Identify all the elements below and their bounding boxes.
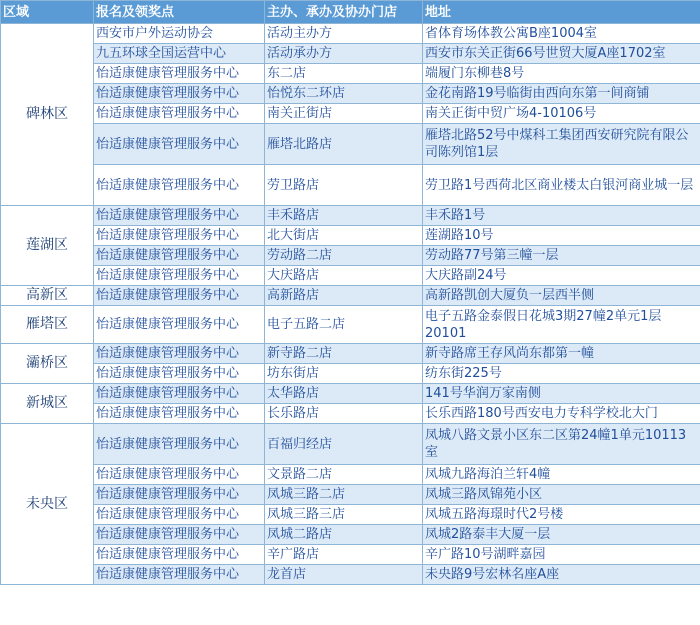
signup-point-cell: 怡适康健康管理服务中心 xyxy=(94,404,265,424)
store-cell: 东二店 xyxy=(265,64,423,84)
region-cell: 灞桥区 xyxy=(1,344,94,384)
address-cell: 辛广路10号湖畔嘉园 xyxy=(423,545,700,565)
signup-point-cell: 怡适康健康管理服务中心 xyxy=(94,165,265,206)
table-row xyxy=(1,364,700,384)
header-signup-point: 报名及领奖点 xyxy=(94,1,265,24)
signup-point-cell: 怡适康健康管理服务中心 xyxy=(94,246,265,266)
address-cell: 141号华润万家南侧 xyxy=(423,384,700,404)
region-cell: 雁塔区 xyxy=(1,306,94,344)
address-cell: 新寺路席王存风尚东都第一幢 xyxy=(423,344,700,364)
signup-point-cell: 怡适康健康管理服务中心 xyxy=(94,364,265,384)
address-cell: 高新路凯创大厦负一层西半侧 xyxy=(423,286,700,306)
store-cell: 雁塔北路店 xyxy=(265,124,423,165)
table-row xyxy=(1,344,700,364)
table-row xyxy=(1,84,700,104)
address-cell: 凤城八路文景小区东二区第24幢1单元10113室 xyxy=(423,424,700,465)
signup-point-cell: 怡适康健康管理服务中心 xyxy=(94,545,265,565)
store-cell: 大庆路店 xyxy=(265,266,423,286)
address-cell: 雁塔北路52号中煤科工集团西安研究院有限公司陈列馆1层 xyxy=(423,124,700,165)
store-cell: 新寺路二店 xyxy=(265,344,423,364)
address-cell: 凤城九路海泊兰轩4幢 xyxy=(423,465,700,485)
store-cell: 北大街店 xyxy=(265,226,423,246)
signup-point-cell: 怡适康健康管理服务中心 xyxy=(94,565,265,585)
table-row xyxy=(1,424,700,465)
address-cell: 电子五路金泰假日花城3期27幢2单元1层20101 xyxy=(423,306,700,344)
table-row xyxy=(1,545,700,565)
table-row xyxy=(1,286,700,306)
region-cell: 莲湖区 xyxy=(1,206,94,286)
store-cell: 活动主办方 xyxy=(265,24,423,44)
address-cell: 南关正街中贸广场4-10106号 xyxy=(423,104,700,124)
table-row xyxy=(1,104,700,124)
address-cell: 省体育场体教公寓B座1004室 xyxy=(423,24,700,44)
address-cell: 西安市东关正街66号世贸大厦A座1702室 xyxy=(423,44,700,64)
store-cell: 高新路店 xyxy=(265,286,423,306)
store-cell: 太华路店 xyxy=(265,384,423,404)
signup-point-cell: 怡适康健康管理服务中心 xyxy=(94,525,265,545)
signup-point-cell: 怡适康健康管理服务中心 xyxy=(94,344,265,364)
store-cell: 电子五路二店 xyxy=(265,306,423,344)
signup-point-cell: 怡适康健康管理服务中心 xyxy=(94,384,265,404)
table-body xyxy=(1,24,700,585)
header-address: 地址 xyxy=(423,1,700,24)
signup-point-cell: 怡适康健康管理服务中心 xyxy=(94,104,265,124)
address-cell: 劳动路77号第三幢一层 xyxy=(423,246,700,266)
address-cell: 劳卫路1号西荷北区商业楼太白银河商业城一层 xyxy=(423,165,700,206)
table-row xyxy=(1,206,700,226)
region-cell: 高新区 xyxy=(1,286,94,306)
store-cell: 凤城二路店 xyxy=(265,525,423,545)
header-row xyxy=(1,1,700,24)
address-cell: 莲湖路10号 xyxy=(423,226,700,246)
table-row xyxy=(1,246,700,266)
table-row xyxy=(1,165,700,206)
signup-point-cell: 怡适康健康管理服务中心 xyxy=(94,465,265,485)
table-row xyxy=(1,226,700,246)
signup-point-cell: 怡适康健康管理服务中心 xyxy=(94,306,265,344)
table-row xyxy=(1,384,700,404)
store-cell: 劳卫路店 xyxy=(265,165,423,206)
signup-point-cell: 怡适康健康管理服务中心 xyxy=(94,266,265,286)
store-cell: 百福归经店 xyxy=(265,424,423,465)
table-row xyxy=(1,404,700,424)
address-cell: 丰禾路1号 xyxy=(423,206,700,226)
store-cell: 长乐路店 xyxy=(265,404,423,424)
signup-point-cell: 怡适康健康管理服务中心 xyxy=(94,286,265,306)
store-cell: 辛广路店 xyxy=(265,545,423,565)
signup-point-cell: 怡适康健康管理服务中心 xyxy=(94,485,265,505)
signup-point-cell: 西安市户外运动协会 xyxy=(94,24,265,44)
region-cell: 未央区 xyxy=(1,424,94,585)
store-cell: 文景路二店 xyxy=(265,465,423,485)
table-row xyxy=(1,485,700,505)
store-cell: 凤城三路二店 xyxy=(265,485,423,505)
store-cell: 丰禾路店 xyxy=(265,206,423,226)
signup-point-cell: 怡适康健康管理服务中心 xyxy=(94,424,265,465)
header-region: 区域 xyxy=(1,1,94,24)
table-row xyxy=(1,525,700,545)
table-row xyxy=(1,505,700,525)
store-cell: 南关正街店 xyxy=(265,104,423,124)
address-cell: 金花南路19号临街由西向东第一间商铺 xyxy=(423,84,700,104)
table-row xyxy=(1,306,700,344)
address-cell: 凤城三路凤锦苑小区 xyxy=(423,485,700,505)
signup-point-cell: 怡适康健康管理服务中心 xyxy=(94,64,265,84)
store-cell: 龙首店 xyxy=(265,565,423,585)
region-cell: 新城区 xyxy=(1,384,94,424)
signup-point-cell: 怡适康健康管理服务中心 xyxy=(94,84,265,104)
table-row xyxy=(1,565,700,585)
address-cell: 端履门东柳巷8号 xyxy=(423,64,700,84)
table-row xyxy=(1,64,700,84)
signup-point-cell: 怡适康健康管理服务中心 xyxy=(94,505,265,525)
header-store: 主办、承办及协办门店 xyxy=(265,1,423,24)
store-cell: 活动承办方 xyxy=(265,44,423,64)
signup-point-cell: 九五环球全国运营中心 xyxy=(94,44,265,64)
table-row xyxy=(1,266,700,286)
store-cell: 坊东街店 xyxy=(265,364,423,384)
table-row xyxy=(1,44,700,64)
signup-point-cell: 怡适康健康管理服务中心 xyxy=(94,206,265,226)
table-row xyxy=(1,24,700,44)
address-cell: 凤城2路泰丰大厦一层 xyxy=(423,525,700,545)
store-cell: 怡悦东二环店 xyxy=(265,84,423,104)
address-cell: 长乐西路180号西安电力专科学校北大门 xyxy=(423,404,700,424)
signup-point-cell: 怡适康健康管理服务中心 xyxy=(94,226,265,246)
table-row xyxy=(1,124,700,165)
table-row xyxy=(1,465,700,485)
address-cell: 纺东街225号 xyxy=(423,364,700,384)
address-cell: 凤城五路海璟时代2号楼 xyxy=(423,505,700,525)
store-cell: 劳动路二店 xyxy=(265,246,423,266)
signup-point-cell: 怡适康健康管理服务中心 xyxy=(94,124,265,165)
address-cell: 大庆路副24号 xyxy=(423,266,700,286)
store-cell: 凤城三路三店 xyxy=(265,505,423,525)
region-cell: 碑林区 xyxy=(1,24,94,206)
address-cell: 未央路9号宏林名座A座 xyxy=(423,565,700,585)
